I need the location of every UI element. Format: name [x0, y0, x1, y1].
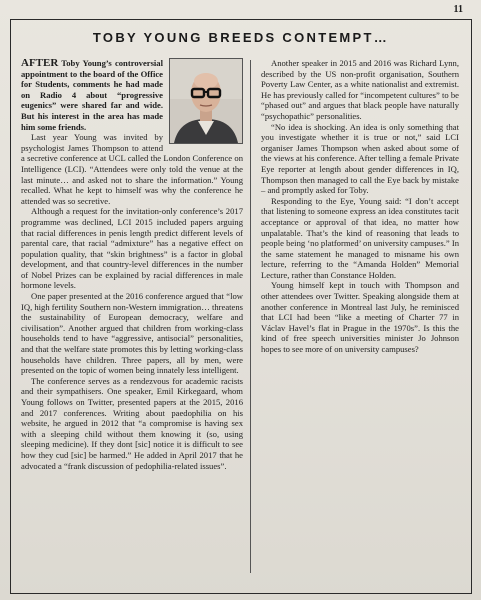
- column-divider: [250, 60, 251, 573]
- right-paragraph-1: Another speaker in 2015 and 2016 was Richard Lynn, described by the US non-profit organisation, Southern Poverty Law Center, as a white nationalist and extremist. He has previously called for “incompetent cultures” to be “phased out” and argues that black people have naturally “psychopathic” personalities.: [261, 58, 459, 121]
- left-paragraph-2: Although a request for the invitation-only conference’s 2017 programme was declined, LCI 2015 included papers arguing that racial differences in penis length predict different levels of parental care, that racial “admixture” has a negative effect on population quality, that “skin brightness” is a factor in global development, and that country-level differences in the number of Nobel Prizes can be explained by racial differences in male hormone levels.: [21, 206, 243, 291]
- article-box: [10, 19, 472, 594]
- lede-dropcap: AFTER: [21, 57, 59, 69]
- right-paragraph-2: “No idea is shocking. An idea is only something that you investigate whether it is true or not,” said LCI organiser James Thompson when asked about some of the views at his conference. After telling a female Private Eye reporter at length about gender differences in IQ, Thompson then managed to call the Eye back by mistake – and promptly asked for Toby.: [261, 121, 459, 196]
- portrait-image: [170, 59, 242, 143]
- right-column: [261, 58, 459, 587]
- left-paragraph-3: One paper presented at the 2016 conference argued that “low IQ, high fertility Southern non-Western immigration… threatens the sustainability of European democracy, welfare and civilisation”. Another argued that children from working-class households tend to have “aggressive, antisocial” personalities, and that the welfare state promotes this by letting working-class households have children. Three papers, all by men, were presented on the topic of women being innately less intelligent.: [21, 291, 243, 376]
- left-paragraph-4: The conference serves as a rendezvous for academic racists and their sympathisers. One speaker, Emil Kirkegaard, whom Young follows on Twitter, presented papers at the 2015, 2016 and 2017 conferences. Writing about paedophilia on his website, he argued in 2012 that “a compromise is having sex with a sleeping child without them knowing it (so, using sleeping medicine). If they dont [sic] notice it is difficult to see how they cud [sic] be harmed.” He added in April 2017 that he advocated a “frank discussion of pedophilia-related issues”.: [21, 375, 243, 471]
- page-number: 11: [453, 4, 463, 15]
- article-columns: [21, 58, 463, 587]
- portrait-photo: [169, 58, 243, 144]
- left-column: [21, 58, 243, 587]
- lede-text: Toby Young’s controversial appointment to the board of the Office for Students, comments he had made on Radio 4 about “progressive eugenics” were shared far and wide. But his interest in the area has made him some friends.: [21, 58, 163, 132]
- left-paragraph-1: Last year Young was invited by psychologist James Thompson to attend a secretive conference at UCL called the London Conference on Intelligence (LCI). “Attendees were only told the venue at the last minute… and asked not to share the information.” Young recalled. What he kept to himself was why the conference he attended was so secretive.: [21, 132, 243, 206]
- right-paragraph-4: Young himself kept in touch with Thompson and other attendees over Twitter. Speaking alongside them at another conference in Montreal last July, he reminisced that LCI had been “like a meeting of Charter 77 in Václav Havel’s flat in Prague in the 1970s”. Is this the kind of free speech universities minister Jo Johnson hopes to see more of on university campuses?: [261, 280, 459, 355]
- right-paragraph-3: Responding to the Eye, Young said: “I don’t accept that listening to someone express an idea constitutes tacit acceptance or approval of that idea, no matter how unpalatable. That’s the kind of reasoning that leads to people being ‘no platformed’ on university campuses.” In the same statement he managed to misname his own lecture, referring to the “Amanda Holden” Memorial Lecture, rather than Constance Holden.: [261, 195, 459, 280]
- headline: TOBY YOUNG BREEDS CONTEMPT…: [92, 30, 390, 45]
